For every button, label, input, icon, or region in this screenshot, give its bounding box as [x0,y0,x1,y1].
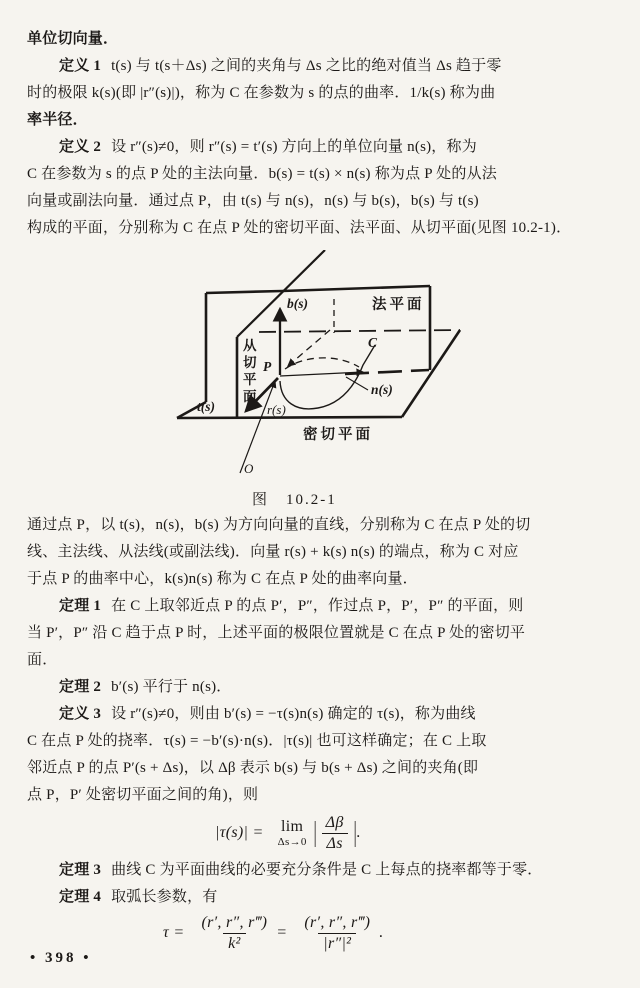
limit-operator: lim Δs→0 [277,817,307,848]
formula-lhs: |τ(s)| = [215,824,264,841]
fraction [321,813,349,852]
curve-and-vectors [240,309,375,473]
figure-caption: 图 10.2-1 [252,492,337,508]
text-line: 定理 1 在 C 上取邻近点 P 的点 P′，P″，作过点 P，P′，P″ 的平面，则 [59,598,524,614]
abs-bar-left: | [312,817,317,848]
limit-subscript: Δs→0 [277,835,307,848]
text-line: 构成的平面，分别称为 C 在点 P 处的密切平面、法平面、从切平面(见图 10.2-1)． [27,220,572,236]
label-point-p: P [263,359,272,374]
text-line: 定义 1 t(s) 与 t(s＋Δs) 之间的夹角与 Δs 之比的绝对值当 Δs 趋于零 [59,58,502,74]
text-line: 面． [27,652,58,668]
paragraphs-after-figure [27,512,614,809]
label-origin-o: O [244,461,254,476]
fraction-1 [196,913,272,952]
curve-c [280,345,375,409]
formula-period: . [379,924,384,941]
text-line: C 在点 P 处的挠率．τ(s) = −b′(s)·n(s)．|τ(s)| 也可这样确定；在 C 上取 [27,733,487,749]
curve-c-hidden-arc [285,358,359,369]
frenet-frame-diagram [139,250,621,488]
paragraphs-before-figure [27,26,614,242]
formula-period: . [356,824,361,841]
text-line: 当 P′，P″ 沿 C 趋于点 P 时，上述平面的极限位置就是 C 在点 P 处的密切平 [27,625,526,641]
torsion-limit-formula [215,811,361,855]
label-vector-n: n(s) [371,382,393,397]
theorem-paragraphs [27,857,614,911]
text-line: 单位切向量． [27,31,119,47]
text-line: 时的极限 k(s)(即 |r″(s)|)，称为 C 在参数为 s 的点的曲率．1/k(s) 称为曲 [27,85,496,101]
equals-sign: = [276,924,288,941]
text-line: 定义 2 设 r″(s)≠0，则 r″(s) = t′(s) 方向上的单位向量 n(s)，称为 [59,139,477,155]
plane-outlines [177,250,460,418]
formula-lhs: τ = [163,924,185,941]
text-line: 定理 3 曲线 C 为平面曲线的必要充分条件是 C 上每点的挠率都等于零． [59,862,543,878]
rectifying-plane-top-edge [206,291,282,293]
fraction-2-denominator: |r″|² [318,933,356,953]
text-line: 点 P，P′ 处密切平面之间的角)，则 [27,787,259,803]
text-line: 定理 2 b′(s) 平行于 n(s)． [59,679,232,695]
text-line: 通过点 P，以 t(s)，n(s)，b(s) 为方向向量的直线，分别称为 C 在点 P 处的切 [27,517,531,533]
page-number: • 398 • [30,950,92,966]
text-line: C 在参数为 s 的点 P 处的主法向量．b(s) = t(s) × n(s) 称为点 P 处的从法 [27,166,497,182]
label-vector-r: r(s) [267,402,286,417]
torsion-arc-length-formula [163,911,384,955]
label-osculating-plane: 密切平面 [303,427,373,443]
fraction-2 [299,913,375,952]
text-line: 率半径． [27,112,88,128]
normal-plane-top-edge [282,286,430,291]
label-curve-c: C [368,335,378,350]
label-rectifying-char-3: 平 [243,372,257,387]
label-rectifying-char-1: 从 [243,338,257,353]
text-line: 于点 P 的曲率中心，k(s)n(s) 称为 C 在点 P 处的曲率向量． [27,571,418,587]
fraction-1-numerator: (r′, r″, r‴) [201,914,268,932]
text-line: 向量或副法向量．通过点 P，由 t(s) 与 n(s)，n(s) 与 b(s)，b(s) 与 t(s) [27,193,479,209]
text-line: 邻近点 P 的点 P′(s + Δs)，以 Δβ 表示 b(s) 与 b(s + Δs) 之间的夹角(即 [27,760,479,776]
label-vector-b: b(s) [287,296,308,311]
dashed-arrow-to-P [288,330,330,366]
abs-bar-right: | [352,817,357,848]
label-rectifying-plane [243,338,257,404]
label-normal-plane: 法平面 [372,297,425,313]
text-line: 线、主法线、从法线(或副法线)．向量 r(s) + k(s) n(s) 的端点，称为 C 对应 [27,544,519,560]
text-line: 定理 4 取弧长参数，有 [59,889,218,905]
osculating-plane-front-edge [177,417,402,418]
figure-10-2-1 [139,250,621,488]
label-vector-t: t(s) [197,399,215,414]
fraction-1-denominator: k² [223,933,246,953]
fraction-denominator: Δs [322,833,348,853]
label-rectifying-char-4: 面 [243,389,257,404]
text-line: 定义 3 设 r″(s)≠0，则由 b′(s) = −τ(s)n(s) 确定的 τ(s)，称为曲线 [59,706,476,722]
label-rectifying-char-2: 切 [243,355,257,370]
fraction-numerator: Δβ [325,814,344,832]
fraction-2-numerator: (r′, r″, r‴) [304,914,371,932]
